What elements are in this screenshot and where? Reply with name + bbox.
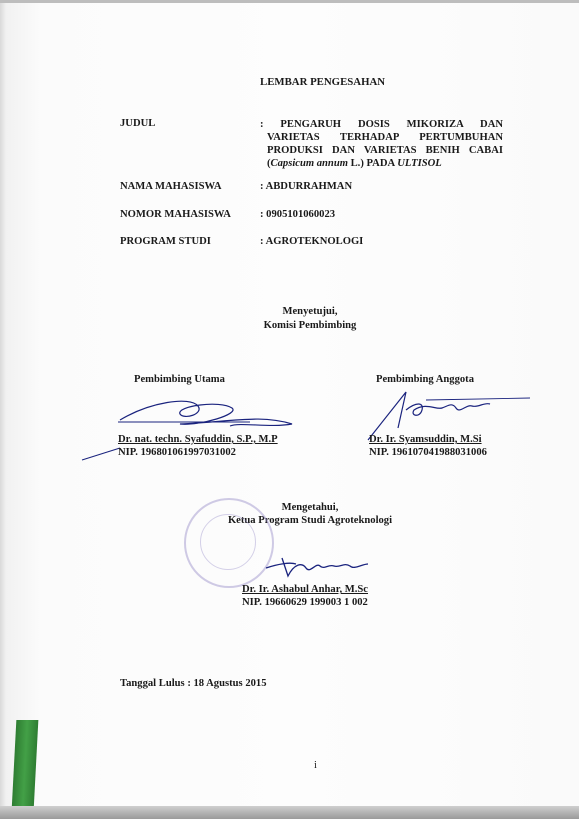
approval-line-1: Menyetujui, [282,306,338,317]
university-stamp-inner [200,514,256,570]
judul-line-1: : PENGARUH DOSIS MIKORIZA DAN [260,119,503,130]
acknowledged-line-1: Mengetahui, [281,502,339,513]
nomor-label: NOMOR MAHASISWA [120,209,231,220]
judul-soil: ULTISOL [397,158,442,169]
main-advisor-nip: NIP. 196801061997031002 [118,447,236,458]
page-bottom-edge [0,806,579,819]
main-advisor-role: Pembimbing Utama [134,374,225,385]
prodi-label: PROGRAM STUDI [120,236,211,247]
main-advisor-name: Dr. nat. techn. Syafuddin, S.P., M.P [118,434,278,445]
head-nip: NIP. 19660629 199003 1 002 [242,597,368,608]
nama-label: NAMA MAHASISWA [120,181,222,192]
green-bookmark-ribbon [12,720,39,810]
acknowledged-line-2: Ketua Program Studi Agroteknologi [227,515,393,526]
head-signature [262,554,372,580]
member-advisor-name: Dr. Ir. Syamsuddin, M.Si [369,434,482,445]
judul-paren: ( [267,158,271,169]
judul-latin-name: Capsicum annum [270,158,348,169]
page-number: i [314,760,317,771]
judul-value [260,118,503,170]
head-name: Dr. Ir. Ashabul Anhar, M.Sc [242,584,368,595]
prodi-value: : AGROTEKNOLOGI [260,236,364,247]
judul-label: JUDUL [120,118,156,129]
page-top-edge [0,0,579,3]
member-advisor-nip: NIP. 196107041988031006 [369,447,487,458]
judul-line-2: VARIETAS TERHADAP PERTUMBUHAN [267,132,503,143]
nama-value: : ABDURRAHMAN [260,181,353,192]
graduation-date: Tanggal Lulus : 18 Agustus 2015 [120,678,267,689]
nomor-value: : 0905101060023 [260,209,336,220]
page-title: LEMBAR PENGESAHAN [260,76,386,88]
judul-line-4 [260,157,503,170]
judul-mid: L.) PADA [347,158,398,169]
judul-line-3: PRODUKSI DAN VARIETAS BENIH CABAI [267,145,503,156]
approval-line-2: Komisi Pembimbing [263,320,357,331]
university-stamp [184,498,274,588]
member-advisor-role: Pembimbing Anggota [376,374,475,385]
